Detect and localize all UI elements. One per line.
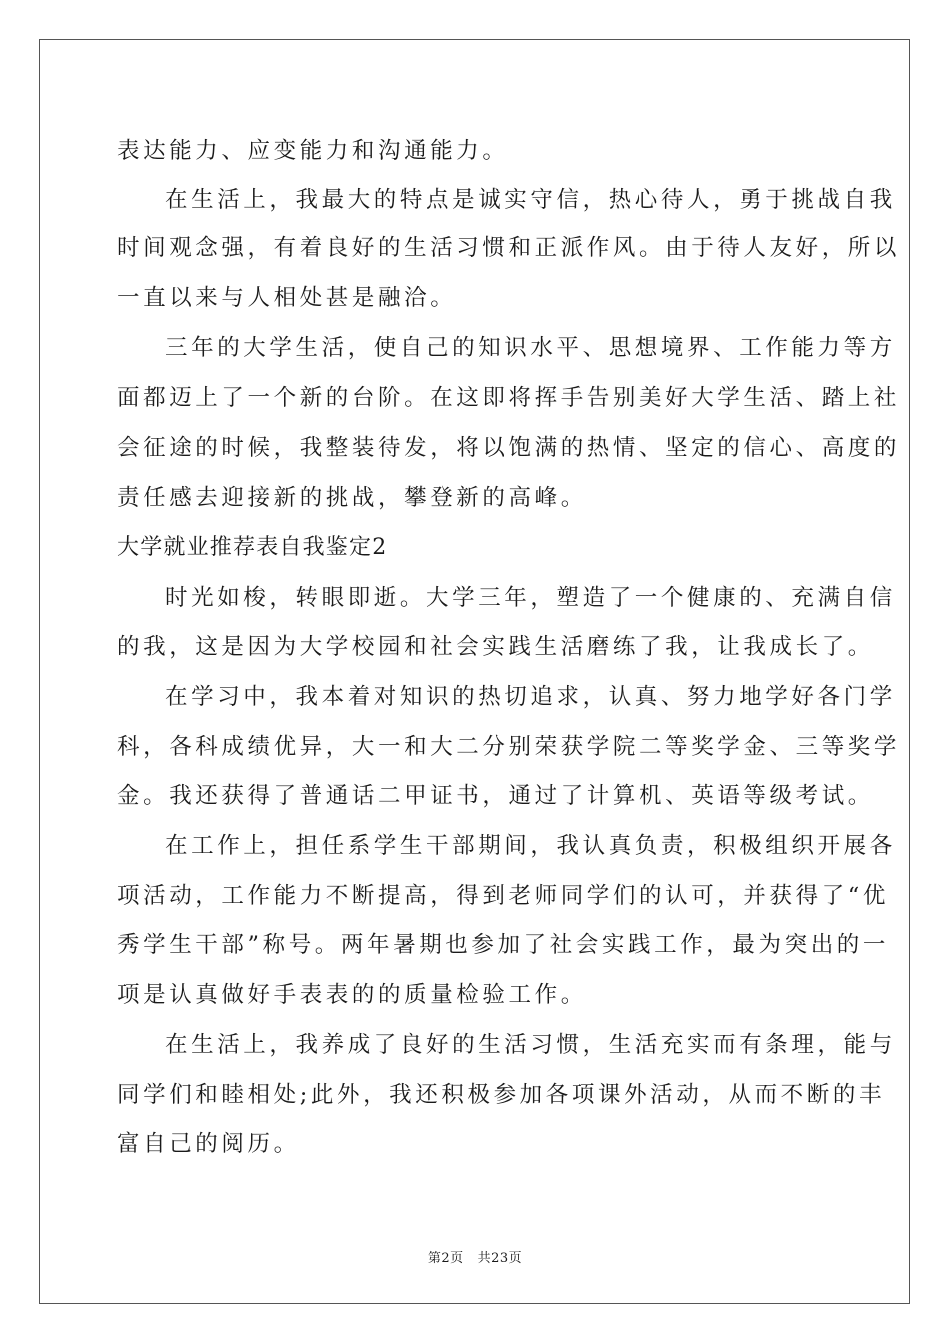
page-footer — [0, 1247, 950, 1266]
body-line: 一直以来与人相处甚是融洽。 — [117, 285, 457, 311]
page-number: 第2页 — [427, 1251, 464, 1266]
paragraph-first-line: 时光如梭，转眼即逝。大学三年，塑造了一个健康的、充满自信 — [165, 585, 896, 611]
body-line: 责任感去迎接新的挑战，攀登新的高峰。 — [117, 485, 587, 511]
body-line: 项活动，工作能力不断提高，得到老师同学们的认可，并获得了“优 — [117, 883, 890, 909]
body-line: 项是认真做好手表表的的质量检验工作。 — [117, 982, 587, 1008]
body-line: 时间观念强，有着良好的生活习惯和正派作风。由于待人友好，所以 — [117, 235, 901, 261]
paragraph-first-line: 在工作上，担任系学生干部期间，我认真负责，积极组织开展各 — [165, 833, 896, 859]
body-line: 的我，这是因为大学校园和社会实践生活磨练了我，让我成长了。 — [117, 634, 874, 660]
paragraph-first-line: 在生活上，我养成了良好的生活习惯，生活充实而有条理，能与 — [165, 1032, 896, 1058]
paragraph-first-line: 在学习中，我本着对知识的热切追求，认真、努力地学好各门学 — [165, 684, 896, 710]
body-line: 科，各科成绩优异，大一和大二分别荣获学院二等奖学金、三等奖学 — [117, 734, 901, 760]
paragraph-first-line: 在生活上，我最大的特点是诚实守信，热心待人，勇于挑战自我 — [165, 187, 896, 213]
page-total: 共23页 — [477, 1251, 523, 1266]
section-heading: 大学就业推荐表自我鉴定2 — [117, 535, 388, 560]
page-frame — [39, 39, 910, 1304]
body-line: 秀学生干部”称号。两年暑期也参加了社会实践工作，最为突出的一 — [117, 932, 890, 958]
body-line: 会征途的时候，我整装待发，将以饱满的热情、坚定的信心、高度的 — [117, 435, 901, 461]
body-line: 金。我还获得了普通话二甲证书，通过了计算机、英语等级考试。 — [117, 783, 874, 809]
paragraph-first-line: 三年的大学生活，使自己的知识水平、思想境界、工作能力等方 — [165, 335, 896, 361]
body-line: 表达能力、应变能力和沟通能力。 — [117, 138, 509, 164]
body-line: 富自己的阅历。 — [117, 1131, 300, 1157]
body-line: 面都迈上了一个新的台阶。在这即将挥手告别美好大学生活、踏上社 — [117, 385, 901, 411]
body-line: 同学们和睦相处;此外，我还积极参加各项课外活动，从而不断的丰 — [117, 1082, 886, 1108]
